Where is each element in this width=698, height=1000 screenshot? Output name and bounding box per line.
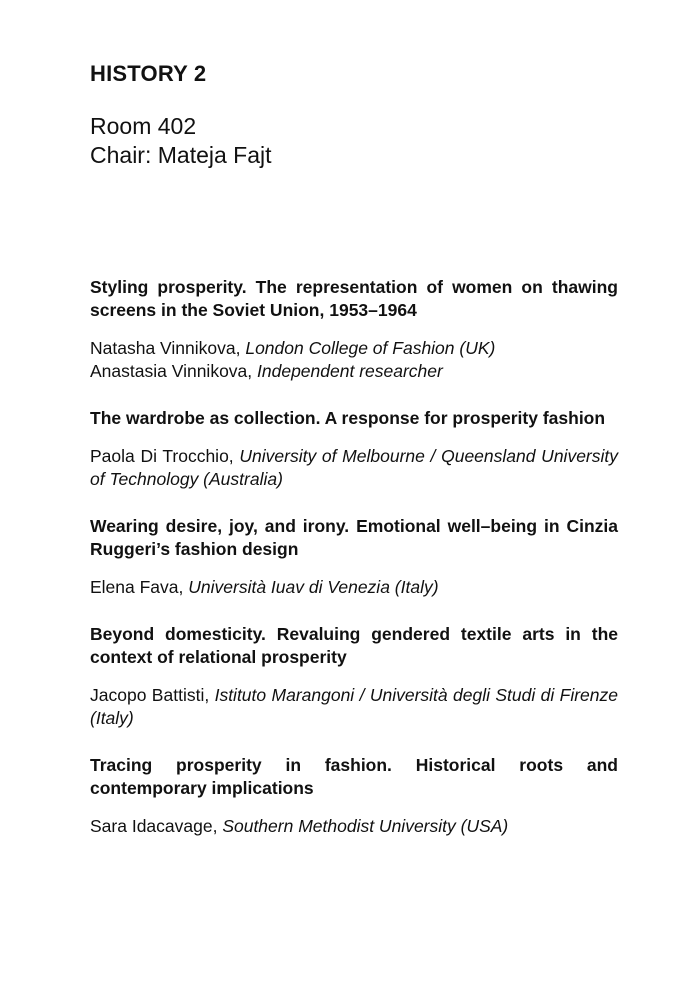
author-affiliation: University of Melbourne / Queensland University of Technology (Australia)	[90, 446, 618, 489]
talk-authors	[90, 684, 618, 730]
talk-authors	[90, 445, 618, 491]
author-name: Paola Di Trocchio,	[90, 446, 240, 466]
author-line	[90, 684, 618, 730]
session-title: HISTORY 2	[90, 61, 207, 86]
talk-title: Wearing desire, joy, and irony. Emotional well–being in Cinzia Ruggeri’s fashion design	[90, 516, 618, 559]
talk-item	[90, 407, 618, 491]
talk-item	[90, 623, 618, 730]
talk-list	[90, 276, 618, 838]
talk-authors	[90, 815, 618, 838]
author-affiliation: Università Iuav di Venezia (Italy)	[188, 577, 439, 597]
author-affiliation: Independent researcher	[257, 361, 443, 381]
talk-title: Tracing prosperity in fashion. Historical roots and contemporary implications	[90, 755, 618, 798]
talk-item	[90, 515, 618, 599]
talk-title: Beyond domesticity. Revaluing gendered textile arts in the context of relational prosperity	[90, 624, 618, 667]
talk-item	[90, 276, 618, 383]
author-name: Anastasia Vinnikova,	[90, 361, 258, 381]
session-meta	[90, 112, 618, 170]
talk-title: Styling prosperity. The representation of women on thawing screens in the Soviet Union, 1953–1964	[90, 277, 618, 320]
talk-authors	[90, 576, 618, 599]
talk-authors	[90, 337, 618, 383]
author-name: Jacopo Battisti,	[90, 685, 215, 705]
author-affiliation: Istituto Marangoni / Università degli Studi di Firenze (Italy)	[90, 685, 618, 728]
author-line	[90, 815, 618, 838]
session-chair: Chair: Mateja Fajt	[90, 142, 272, 168]
author-name: Natasha Vinnikova,	[90, 338, 246, 358]
session-room: Room 402	[90, 113, 197, 139]
program-page	[90, 60, 618, 862]
author-name: Sara Idacavage,	[90, 816, 223, 836]
author-line	[90, 576, 618, 599]
author-affiliation: London College of Fashion (UK)	[245, 338, 496, 358]
author-line	[90, 445, 618, 491]
author-name: Elena Fava,	[90, 577, 189, 597]
talk-title: The wardrobe as collection. A response for prosperity fashion	[90, 408, 606, 428]
author-line	[90, 360, 618, 383]
talk-item	[90, 754, 618, 838]
author-affiliation: Southern Methodist University (USA)	[222, 816, 509, 836]
author-line	[90, 337, 618, 360]
